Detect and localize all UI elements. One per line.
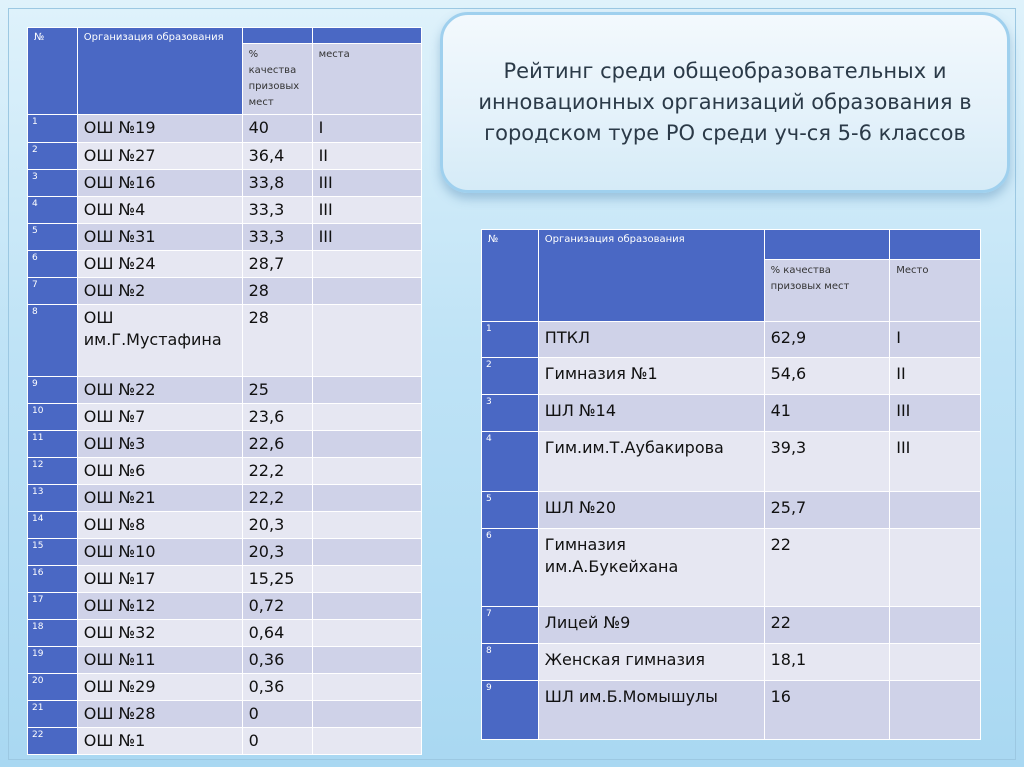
row-number: 21 bbox=[28, 701, 78, 728]
row-org: ОШ №16 bbox=[77, 170, 242, 197]
row-pct: 28 bbox=[242, 278, 312, 305]
row-pct: 28 bbox=[242, 305, 312, 377]
row-pct: 39,3 bbox=[764, 432, 890, 492]
table-row bbox=[482, 681, 981, 740]
table-row bbox=[482, 395, 981, 432]
table-row bbox=[28, 458, 422, 485]
table-row bbox=[28, 512, 422, 539]
row-number: 12 bbox=[28, 458, 78, 485]
row-place: III bbox=[312, 170, 421, 197]
row-place bbox=[890, 644, 981, 681]
row-place: II bbox=[312, 143, 421, 170]
table-row bbox=[28, 701, 422, 728]
row-place: III bbox=[312, 224, 421, 251]
row-org: ОШ №17 bbox=[77, 566, 242, 593]
row-number: 6 bbox=[482, 529, 539, 607]
table-row bbox=[482, 529, 981, 607]
row-org: ОШ №12 bbox=[77, 593, 242, 620]
row-pct: 18,1 bbox=[764, 644, 890, 681]
table-row bbox=[28, 539, 422, 566]
row-pct: 41 bbox=[764, 395, 890, 432]
row-place bbox=[312, 593, 421, 620]
row-number: 8 bbox=[482, 644, 539, 681]
row-place bbox=[312, 647, 421, 674]
row-place bbox=[312, 539, 421, 566]
row-place bbox=[312, 431, 421, 458]
table-row bbox=[482, 607, 981, 644]
row-number: 16 bbox=[28, 566, 78, 593]
row-number: 20 bbox=[28, 674, 78, 701]
row-pct: 62,9 bbox=[764, 322, 890, 358]
row-number: 6 bbox=[28, 251, 78, 278]
header-pct: % качества призовых мест bbox=[764, 260, 890, 322]
row-pct: 54,6 bbox=[764, 358, 890, 395]
table-row bbox=[482, 644, 981, 681]
row-place bbox=[312, 512, 421, 539]
row-org: ОШ №32 bbox=[77, 620, 242, 647]
row-place bbox=[312, 377, 421, 404]
row-org: ОШ №2 bbox=[77, 278, 242, 305]
table-row bbox=[28, 170, 422, 197]
row-pct: 36,4 bbox=[242, 143, 312, 170]
table-row bbox=[28, 278, 422, 305]
row-org: Женская гимназия bbox=[538, 644, 764, 681]
row-number: 7 bbox=[28, 278, 78, 305]
row-org: ОШ №10 bbox=[77, 539, 242, 566]
row-place: I bbox=[890, 322, 981, 358]
row-pct: 20,3 bbox=[242, 539, 312, 566]
header-place: места bbox=[312, 44, 421, 115]
table-row bbox=[28, 728, 422, 755]
table1-body bbox=[28, 115, 422, 755]
header-blank-2 bbox=[312, 28, 421, 44]
row-place bbox=[890, 492, 981, 529]
row-number: 18 bbox=[28, 620, 78, 647]
row-org: ОШ №3 bbox=[77, 431, 242, 458]
table-row bbox=[28, 431, 422, 458]
table-row bbox=[28, 377, 422, 404]
header-num: № bbox=[28, 28, 78, 115]
row-org: ПТКЛ bbox=[538, 322, 764, 358]
row-org: ОШ №28 bbox=[77, 701, 242, 728]
row-place bbox=[890, 529, 981, 607]
row-org: ОШ №24 bbox=[77, 251, 242, 278]
row-pct: 22 bbox=[764, 529, 890, 607]
row-number: 8 bbox=[28, 305, 78, 377]
row-pct: 40 bbox=[242, 115, 312, 143]
table-row bbox=[28, 647, 422, 674]
row-pct: 0,36 bbox=[242, 647, 312, 674]
row-number: 1 bbox=[482, 322, 539, 358]
row-pct: 25 bbox=[242, 377, 312, 404]
table-row bbox=[28, 593, 422, 620]
row-place bbox=[312, 458, 421, 485]
header-pct: % качества призовых мест bbox=[242, 44, 312, 115]
header-blank-2 bbox=[890, 230, 981, 260]
row-number: 15 bbox=[28, 539, 78, 566]
row-org: ОШ №7 bbox=[77, 404, 242, 431]
row-org: ШЛ №14 bbox=[538, 395, 764, 432]
row-org: Гимназия №1 bbox=[538, 358, 764, 395]
row-pct: 28,7 bbox=[242, 251, 312, 278]
row-number: 10 bbox=[28, 404, 78, 431]
table-row bbox=[28, 197, 422, 224]
table-row bbox=[28, 115, 422, 143]
row-pct: 22 bbox=[764, 607, 890, 644]
row-place: III bbox=[890, 395, 981, 432]
row-place: III bbox=[890, 432, 981, 492]
row-pct: 0,64 bbox=[242, 620, 312, 647]
row-place bbox=[312, 566, 421, 593]
row-number: 19 bbox=[28, 647, 78, 674]
row-org: ШЛ им.Б.Момышулы bbox=[538, 681, 764, 740]
row-number: 5 bbox=[482, 492, 539, 529]
table-row bbox=[28, 485, 422, 512]
row-org: ОШ №8 bbox=[77, 512, 242, 539]
row-org: ОШ №29 bbox=[77, 674, 242, 701]
header-org: Организация образования bbox=[77, 28, 242, 115]
row-org: Гимназия им.А.Букейхана bbox=[538, 529, 764, 607]
row-pct: 22,6 bbox=[242, 431, 312, 458]
slide-title: Рейтинг среди общеобразовательных и инновационных организаций образования в городском туре РО среди уч-ся 5-6 классов bbox=[478, 59, 972, 145]
row-number: 9 bbox=[482, 681, 539, 740]
row-org: ОШ №22 bbox=[77, 377, 242, 404]
table-row bbox=[28, 620, 422, 647]
row-number: 4 bbox=[482, 432, 539, 492]
row-number: 2 bbox=[482, 358, 539, 395]
row-number: 3 bbox=[482, 395, 539, 432]
title-card bbox=[440, 12, 1010, 193]
table-row bbox=[28, 143, 422, 170]
row-org: ОШ №27 bbox=[77, 143, 242, 170]
row-org: Лицей №9 bbox=[538, 607, 764, 644]
row-org: ОШ №11 bbox=[77, 647, 242, 674]
row-number: 17 bbox=[28, 593, 78, 620]
row-place bbox=[312, 278, 421, 305]
row-number: 4 bbox=[28, 197, 78, 224]
header-blank-1 bbox=[764, 230, 890, 260]
row-org: Гим.им.Т.Аубакирова bbox=[538, 432, 764, 492]
table-row bbox=[482, 322, 981, 358]
table-row bbox=[482, 358, 981, 395]
row-org: ОШ им.Г.Мустафина bbox=[77, 305, 242, 377]
row-place bbox=[312, 728, 421, 755]
row-place bbox=[312, 701, 421, 728]
row-number: 22 bbox=[28, 728, 78, 755]
row-pct: 33,3 bbox=[242, 197, 312, 224]
table-row bbox=[28, 404, 422, 431]
row-org: ОШ №31 bbox=[77, 224, 242, 251]
row-pct: 23,6 bbox=[242, 404, 312, 431]
row-place bbox=[890, 607, 981, 644]
innovative-rating-table bbox=[481, 229, 981, 740]
row-org: ОШ №6 bbox=[77, 458, 242, 485]
row-org: ОШ №1 bbox=[77, 728, 242, 755]
row-number: 2 bbox=[28, 143, 78, 170]
row-number: 7 bbox=[482, 607, 539, 644]
row-place bbox=[312, 251, 421, 278]
row-place: I bbox=[312, 115, 421, 143]
row-org: ШЛ №20 bbox=[538, 492, 764, 529]
row-pct: 25,7 bbox=[764, 492, 890, 529]
row-place bbox=[890, 681, 981, 740]
row-number: 1 bbox=[28, 115, 78, 143]
row-place bbox=[312, 404, 421, 431]
row-place bbox=[312, 485, 421, 512]
row-number: 5 bbox=[28, 224, 78, 251]
row-number: 14 bbox=[28, 512, 78, 539]
table-row bbox=[28, 305, 422, 377]
table-row bbox=[482, 492, 981, 529]
table-row bbox=[28, 251, 422, 278]
row-number: 3 bbox=[28, 170, 78, 197]
header-org: Организация образования bbox=[538, 230, 764, 322]
table2-body bbox=[482, 322, 981, 740]
row-org: ОШ №21 bbox=[77, 485, 242, 512]
table-row bbox=[28, 674, 422, 701]
row-pct: 0,72 bbox=[242, 593, 312, 620]
row-pct: 20,3 bbox=[242, 512, 312, 539]
header-place: Место bbox=[890, 260, 981, 322]
row-pct: 16 bbox=[764, 681, 890, 740]
row-number: 11 bbox=[28, 431, 78, 458]
row-number: 13 bbox=[28, 485, 78, 512]
table-row bbox=[482, 432, 981, 492]
header-blank-1 bbox=[242, 28, 312, 44]
row-place bbox=[312, 620, 421, 647]
row-place bbox=[312, 674, 421, 701]
row-pct: 22,2 bbox=[242, 485, 312, 512]
row-pct: 22,2 bbox=[242, 458, 312, 485]
table-row bbox=[28, 566, 422, 593]
row-pct: 0 bbox=[242, 728, 312, 755]
row-pct: 0 bbox=[242, 701, 312, 728]
row-org: ОШ №19 bbox=[77, 115, 242, 143]
row-pct: 33,8 bbox=[242, 170, 312, 197]
row-pct: 0,36 bbox=[242, 674, 312, 701]
row-place bbox=[312, 305, 421, 377]
header-num: № bbox=[482, 230, 539, 322]
row-place: II bbox=[890, 358, 981, 395]
table-row bbox=[28, 224, 422, 251]
row-pct: 33,3 bbox=[242, 224, 312, 251]
row-number: 9 bbox=[28, 377, 78, 404]
row-place: III bbox=[312, 197, 421, 224]
row-pct: 15,25 bbox=[242, 566, 312, 593]
schools-rating-table bbox=[27, 27, 422, 755]
row-org: ОШ №4 bbox=[77, 197, 242, 224]
